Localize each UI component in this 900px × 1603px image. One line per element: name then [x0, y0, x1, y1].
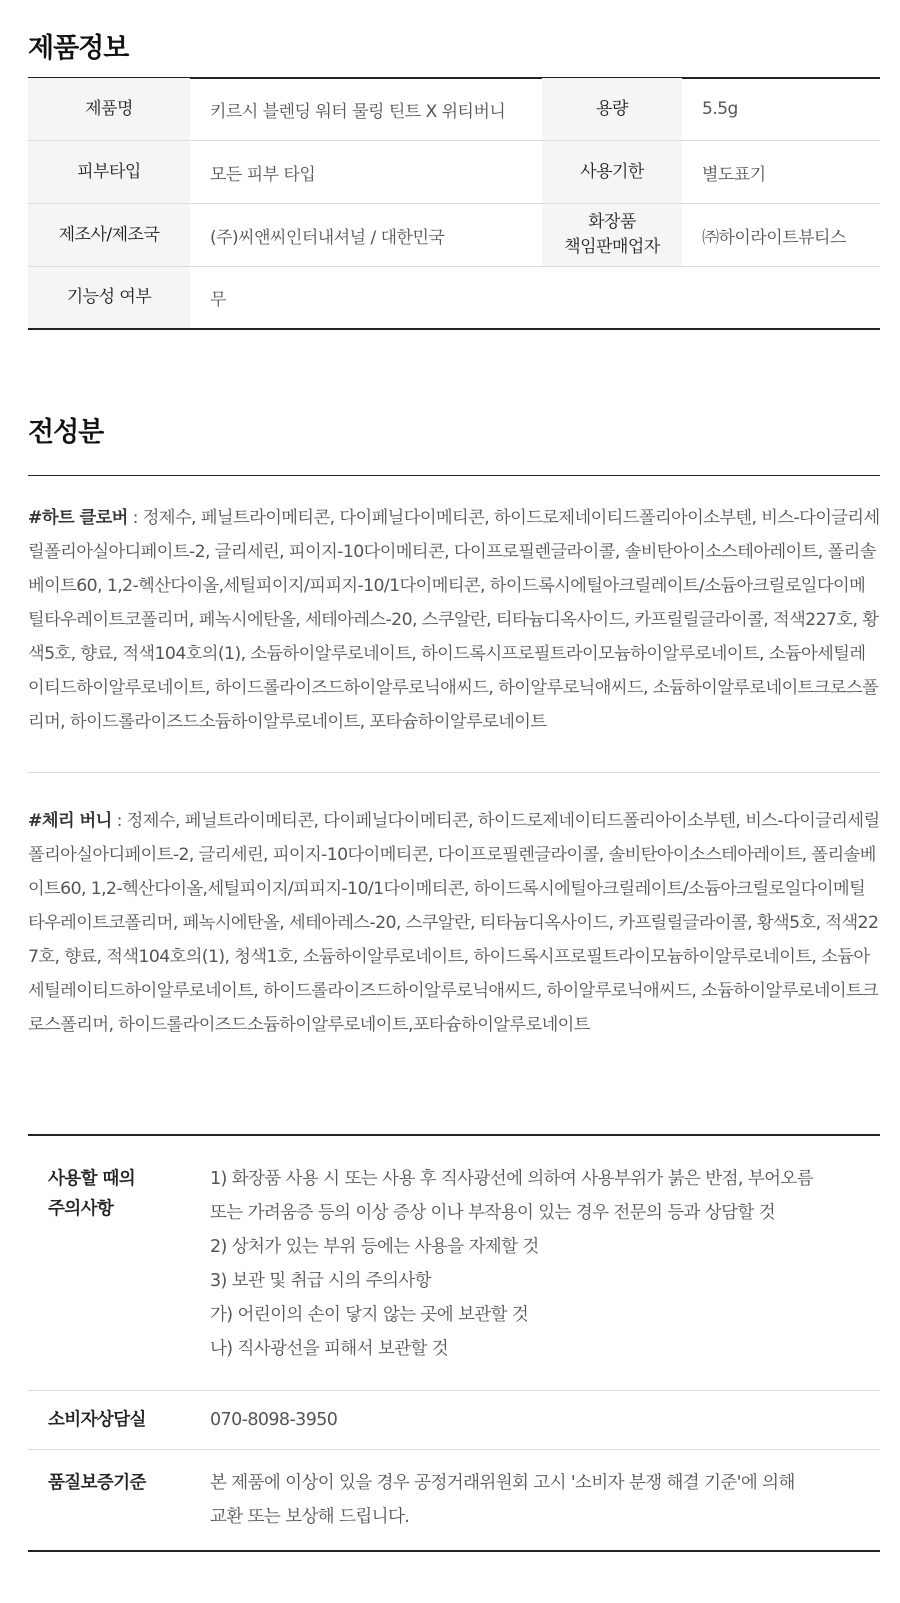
seller-label [542, 204, 682, 266]
ingredient-block-cherry-bunny [28, 804, 880, 1042]
ingredient-block-heart-clover [28, 501, 880, 739]
table-row [28, 267, 880, 330]
notice-table [28, 1134, 880, 1552]
table-row [28, 141, 880, 204]
manufacturer-label: 제조사/제조국 [28, 204, 190, 266]
expiry-value: 별도표기 [702, 164, 766, 185]
ingredient-tag: #하트 클로버 [28, 508, 128, 528]
table-row [28, 204, 880, 267]
caution-line: 3) 보관 및 취급 시의 주의사항 [210, 1271, 431, 1291]
caution-line: 2) 상처가 있는 부위 등에는 사용을 자제할 것 [210, 1237, 539, 1257]
caution-label-line1: 사용할 때의 [48, 1169, 136, 1189]
ingredient-list: : 정제수, 페닐트라이메티콘, 다이페닐다이메티콘, 하이드로제네이티드폴리아이소부텐, 비스-다이글리세릴폴리아실아디페이트-2, 글리세린, 피이지-10다이메티콘, 다이프로필렌글라이콜, 솔비탄아이소스테아레이트, 폴리솔베이트60, 1,2-헥산다이올,세틸피이지/피피지-10/1다이메티콘, 하이드록시에틸아크릴레이트/소듐아크릴로일다이메틸타우레이트코폴리머, 페녹시에탄올, 세테아레스-20, 스쿠알란, 티타늄디옥사이드, 카프릴릴글라이콜, 적색227호, 황색5호, 향료, 적색104호의(1), 소듐하이알루로네이트, 하이드록시프로필트라이모늄하이알루로네이트, 소듐아세틸레이티드하이알루로네이트, 하이드롤라이즈드하이알루로닉애씨드, 하이알루로닉애씨드, 소듐하이알루로네이트크로스폴리머, 하이드롤라이즈드소듐하이알루로네이트, 포타슘하이알루로네이트 [28, 508, 880, 732]
volume-label: 용량 [542, 78, 682, 140]
quality-line: 본 제품에 이상이 있을 경우 공정거래위원회 고시 '소비자 분쟁 해결 기준'에 의해 [210, 1473, 795, 1493]
product-name-label: 제품명 [28, 78, 190, 140]
ingredients-top-rule [28, 475, 880, 476]
table-row [28, 78, 880, 141]
quality-label: 품질보증기준 [48, 1473, 146, 1493]
volume-value: 5.5g [702, 99, 738, 119]
caution-label-line2: 주의사항 [48, 1199, 114, 1219]
caution-line: 1) 화장품 사용 시 또는 사용 후 직사광선에 의하여 사용부위가 붉은 반점, 부어오름 [210, 1169, 814, 1189]
table-row [28, 1391, 880, 1450]
table-row [28, 1136, 880, 1391]
ingredients-title: 전성분 [28, 417, 104, 448]
seller-label-line2: 책임판매업자 [564, 237, 660, 257]
table-row [28, 1450, 880, 1550]
caution-line: 나) 직사광선을 피해서 보관할 것 [210, 1339, 449, 1359]
caution-line: 가) 어린이의 손이 닿지 않는 곳에 보관할 것 [210, 1305, 529, 1325]
quality-line: 교환 또는 보상해 드립니다. [210, 1507, 410, 1527]
caution-label [28, 1162, 210, 1366]
functional-label: 기능성 여부 [28, 267, 190, 328]
caution-content [210, 1162, 880, 1366]
caution-line: 또는 가려움증 등의 이상 증상 이나 부작용이 있는 경우 전문의 등과 상담할 것 [210, 1203, 776, 1223]
skin-type-label: 피부타입 [28, 141, 190, 203]
product-info-title: 제품정보 [28, 33, 129, 64]
product-name-value: 키르시 블렌딩 워터 물링 틴트 X 위티버니 [210, 101, 506, 122]
consumer-center-phone: 070-8098-3950 [210, 1410, 338, 1430]
quality-content [210, 1466, 880, 1534]
seller-label-line1: 화장품 [588, 212, 636, 233]
product-info-table [28, 78, 880, 330]
ingredient-divider [28, 772, 880, 773]
functional-value: 무 [210, 290, 226, 310]
seller-value: ㈜하이라이트뷰티스 [702, 227, 846, 248]
ingredient-list: : 정제수, 페닐트라이메티콘, 다이페닐다이메티콘, 하이드로제네이티드폴리아이소부텐, 비스-다이글리세릴폴리아실아디페이트-2, 글리세린, 피이지-10다이메티콘, 다이프로필렌글라이콜, 솔비탄아이소스테아레이트, 폴리솔베이트60, 1,2-헥산다이올,세틸피이지/피피지-10/1다이메티콘, 하이드록시에틸아크릴레이트/소듐아크릴로일다이메틸타우레이트코폴리머, 페녹시에탄올, 세테아레스-20, 스쿠알란, 티타늄디옥사이드, 카프릴릴글라이콜, 황색5호, 적색227호, 향료, 적색104호의(1), 청색1호, 소듐하이알루로네이트, 하이드록시프로필트라이모늄하이알루로네이트, 소듐아세틸레이티드하이알루로네이트, 하이드롤라이즈드하이알루로닉애씨드, 하이알루로닉애씨드, 소듐하이알루로네이트크로스폴리머, 하이드롤라이즈드소듐하이알루로네이트,포타슘하이알루로네이트 [28, 811, 880, 1035]
skin-type-value: 모든 피부 타입 [210, 164, 316, 185]
consumer-center-label: 소비자상담실 [48, 1410, 146, 1430]
expiry-label: 사용기한 [542, 141, 682, 203]
manufacturer-value: (주)씨앤씨인터내셔널 / 대한민국 [210, 227, 445, 248]
ingredient-tag: #체리 버니 [28, 811, 112, 831]
